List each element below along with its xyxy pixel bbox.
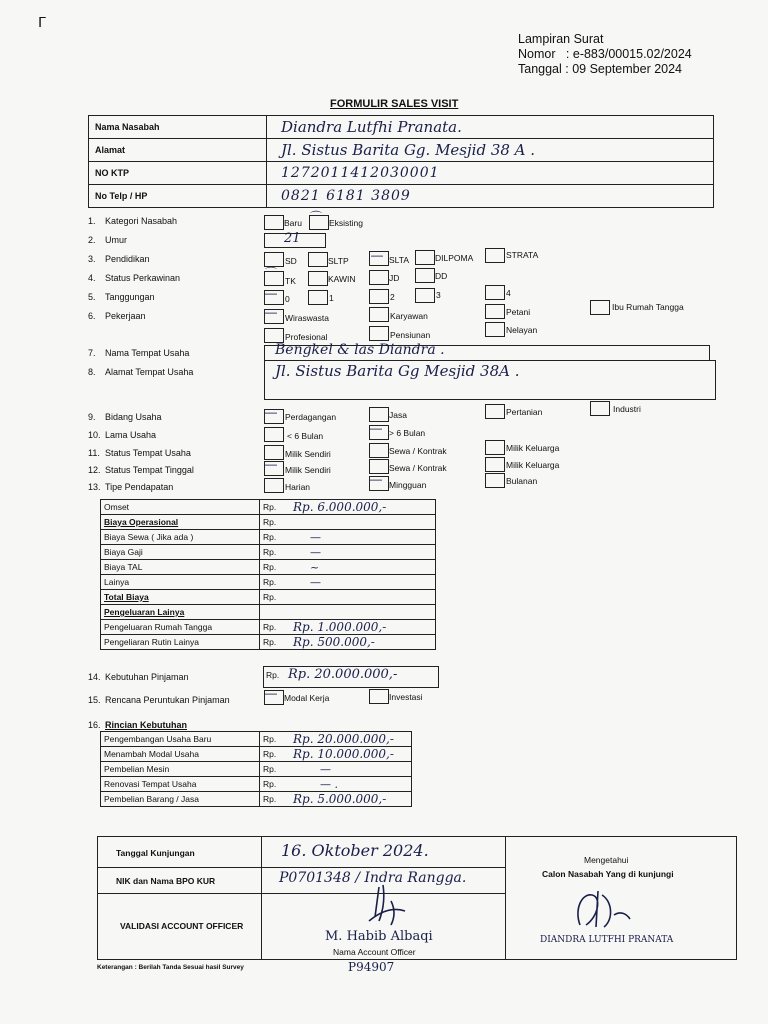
option-label: Milik Keluarga bbox=[506, 460, 560, 470]
question-row: 6. Pekerjaan bbox=[88, 311, 146, 321]
checkbox-sd[interactable] bbox=[264, 252, 284, 267]
finance-label: Omset bbox=[104, 502, 130, 512]
option-label: SLTA bbox=[389, 255, 409, 265]
rincian-label: Pembelian Barang / Jasa bbox=[104, 794, 199, 804]
option-label: SLTP bbox=[328, 256, 349, 266]
option-label: KAWIN bbox=[328, 274, 356, 284]
finance-label: Pengeluaran Rumah Tangga bbox=[104, 622, 213, 632]
checkbox-usaha-milik-keluarga[interactable] bbox=[485, 440, 505, 455]
option-label: > 6 Bulan bbox=[389, 428, 426, 438]
rincian-value: — bbox=[320, 762, 331, 776]
table-row: Pengembangan Usaha Baru Rp. Rp. 20.000.000,- bbox=[101, 732, 412, 747]
checkbox-dd[interactable] bbox=[415, 268, 435, 283]
question-row: 14. Kebutuhan Pinjaman bbox=[88, 672, 189, 682]
option-label: Pertanian bbox=[506, 407, 543, 417]
finance-table bbox=[100, 499, 436, 650]
checkbox-kurang-6-bulan[interactable] bbox=[264, 427, 284, 442]
finance-label: Biaya TAL bbox=[104, 562, 143, 572]
checkbox-bulanan[interactable] bbox=[485, 473, 505, 488]
option-label: Modal Kerja bbox=[284, 693, 330, 703]
finance-label: Total Biaya bbox=[104, 592, 149, 602]
option-label: Baru bbox=[284, 218, 302, 228]
header-line-1: Lampiran Surat bbox=[518, 32, 604, 46]
option-label: DILPOMA bbox=[435, 253, 474, 263]
tanggal-value: 16. Oktober 2024. bbox=[281, 841, 429, 860]
finance-value: Rp. 500.000,- bbox=[293, 635, 375, 649]
checkbox-petani[interactable] bbox=[485, 304, 505, 319]
identity-row bbox=[89, 116, 714, 139]
table-row: Pengeliaran Rutin Lainya Rp. Rp. 500.000,- bbox=[101, 635, 436, 650]
table-row: Biaya Operasional Rp. bbox=[101, 515, 436, 530]
checkbox-harian[interactable] bbox=[264, 478, 284, 493]
question-row: 12. Status Tempat Tinggal bbox=[88, 465, 194, 475]
rincian-table bbox=[100, 731, 412, 807]
option-label: DD bbox=[435, 271, 448, 281]
table-row: Biaya Gaji Rp. — bbox=[101, 545, 436, 560]
checkbox-jasa[interactable] bbox=[369, 407, 389, 422]
checkbox-nelayan[interactable] bbox=[485, 322, 505, 337]
finance-label: Biaya Operasional bbox=[104, 517, 179, 527]
checkbox-jd[interactable] bbox=[369, 270, 389, 285]
table-row: Biaya TAL Rp. ~ bbox=[101, 560, 436, 575]
checkbox-strata[interactable] bbox=[485, 248, 505, 263]
checkbox-tinggal-milik-keluarga[interactable] bbox=[485, 457, 505, 472]
check-mark-icon: — bbox=[370, 421, 382, 435]
option-label: Harian bbox=[285, 482, 311, 492]
checkbox-tanggungan-3[interactable] bbox=[415, 288, 435, 303]
identity-value: 1272011412030001 bbox=[281, 165, 440, 181]
option-label: Jasa bbox=[389, 410, 407, 420]
rincian-label: Renovasi Tempat Usaha bbox=[104, 779, 197, 789]
check-mark-icon: — bbox=[265, 457, 277, 471]
check-mark-icon: — bbox=[265, 286, 277, 300]
check-mark-icon: ⌒ bbox=[265, 266, 278, 280]
checkbox-tanggungan-2[interactable] bbox=[369, 289, 389, 304]
table-row: Biaya Sewa ( Jika ada ) Rp. — bbox=[101, 530, 436, 545]
rincian-label: Menambah Modal Usaha bbox=[104, 749, 199, 759]
rincian-label: Pembelian Mesin bbox=[104, 764, 170, 774]
finance-label: Biaya Sewa ( Jika ada ) bbox=[104, 532, 194, 542]
option-label: Perdagangan bbox=[285, 412, 337, 422]
option-label: JD bbox=[389, 273, 400, 283]
identity-label: Alamat bbox=[95, 145, 126, 155]
check-mark-icon: ⌒ bbox=[310, 210, 323, 224]
header-line-2: Nomor : e-883/00015.02/2024 bbox=[518, 47, 692, 61]
rincian-value: Rp. 10.000.000,- bbox=[293, 747, 394, 761]
option-label: SD bbox=[285, 256, 297, 266]
identity-row bbox=[89, 139, 714, 162]
identity-label: NO KTP bbox=[95, 168, 130, 178]
option-label: Mingguan bbox=[389, 480, 427, 490]
alamat-tempat-usaha-value: Jl. Sistus Barita Gg Mesjid 38A . bbox=[275, 362, 520, 380]
identity-table bbox=[88, 115, 714, 208]
mengetahui-label: Mengetahui bbox=[584, 855, 629, 865]
check-mark-icon: — bbox=[265, 686, 277, 700]
check-mark-icon: — bbox=[371, 248, 383, 262]
officer-id: P94907 bbox=[348, 960, 395, 974]
option-label: 4 bbox=[506, 288, 511, 298]
question-row: 2. Umur bbox=[88, 235, 127, 245]
option-label: Nelayan bbox=[506, 325, 538, 335]
finance-value: — bbox=[310, 575, 321, 589]
checkbox-kawin[interactable] bbox=[308, 271, 328, 286]
officer-signature-cell bbox=[261, 893, 506, 959]
question-row: 5. Tanggungan bbox=[88, 292, 155, 302]
option-label: Investasi bbox=[389, 692, 423, 702]
table-row: Menambah Modal Usaha Rp. Rp. 10.000.000,- bbox=[101, 747, 412, 762]
option-label: Bulanan bbox=[506, 476, 538, 486]
checkbox-pertanian[interactable] bbox=[485, 404, 505, 419]
finance-value: — bbox=[310, 545, 321, 559]
finance-value: ~ bbox=[310, 560, 320, 574]
option-label: Pensiunan bbox=[390, 330, 431, 340]
kebutuhan-pinjaman-value: Rp. 20.000.000,- bbox=[288, 667, 398, 682]
checkbox-karyawan[interactable] bbox=[369, 307, 389, 322]
option-label: Karyawan bbox=[390, 311, 428, 321]
option-label: Industri bbox=[613, 404, 641, 414]
identity-value: 0821 6181 3809 bbox=[281, 188, 411, 204]
identity-label: Nama Nasabah bbox=[95, 122, 160, 132]
checkbox-investasi[interactable] bbox=[369, 689, 389, 704]
option-label: < 6 Bulan bbox=[287, 431, 324, 441]
finance-label: Pengeliaran Rutin Lainya bbox=[104, 637, 199, 647]
table-row: Pengeluaran Rumah Tangga Rp. Rp. 1.000.000,- bbox=[101, 620, 436, 635]
form-title: FORMULIR SALES VISIT bbox=[330, 98, 459, 110]
finance-value: — bbox=[310, 530, 321, 544]
table-row: Renovasi Tempat Usaha Rp. — . bbox=[101, 777, 412, 792]
validasi-label-cell: VALIDASI ACCOUNT OFFICER bbox=[98, 893, 262, 959]
question-row: 15. Rencana Peruntukan Pinjaman bbox=[88, 695, 230, 705]
header-line-3: Tanggal : 09 September 2024 bbox=[518, 62, 683, 76]
checkbox-tanggungan-4[interactable] bbox=[485, 285, 505, 300]
option-label: Milik Sendiri bbox=[285, 449, 331, 459]
checkbox-usaha-sewa[interactable] bbox=[369, 443, 389, 458]
letter-header bbox=[518, 32, 692, 77]
question-row: 11. Status Tempat Usaha bbox=[88, 448, 191, 458]
checkbox-profesional[interactable] bbox=[264, 328, 284, 343]
tanggal-value-cell[interactable] bbox=[261, 837, 506, 868]
option-label: Profesional bbox=[285, 332, 328, 342]
rincian-value: — . bbox=[320, 777, 338, 791]
rincian-label: Pengembangan Usaha Baru bbox=[104, 734, 212, 744]
option-label: 1 bbox=[329, 293, 334, 303]
checkbox-sltp[interactable] bbox=[308, 252, 328, 267]
checkbox-pensiunan[interactable] bbox=[369, 326, 389, 341]
nik-label-cell: NIK dan Nama BPO KUR bbox=[98, 867, 262, 894]
nasabah-signature-icon bbox=[568, 885, 638, 935]
identity-label: No Telp / HP bbox=[95, 191, 148, 201]
question-row: 9. Bidang Usaha bbox=[88, 412, 162, 422]
question-row: 10. Lama Usaha bbox=[88, 430, 157, 440]
question-row: 13. Tipe Pendapatan bbox=[88, 482, 174, 492]
finance-label: Pengeluaran Lainya bbox=[104, 607, 185, 617]
calon-label: Calon Nasabah Yang di kunjungi bbox=[542, 869, 674, 879]
umur-value: 21 bbox=[284, 231, 301, 246]
nama-tempat-usaha-value: Bengkel & las Diandra . bbox=[275, 342, 445, 358]
finance-label: Biaya Gaji bbox=[104, 547, 143, 557]
check-mark-icon: — bbox=[265, 305, 277, 319]
table-row: Pembelian Barang / Jasa Rp. Rp. 5.000.000,- bbox=[101, 792, 412, 807]
option-label: STRATA bbox=[506, 250, 539, 260]
question-row: 8. Alamat Tempat Usaha bbox=[88, 367, 194, 377]
checkbox-tanggungan-1[interactable] bbox=[308, 290, 328, 305]
option-label: Sewa / Kontrak bbox=[389, 463, 447, 473]
option-label: TK bbox=[285, 276, 296, 286]
question-row: 4. Status Perkawinan bbox=[88, 273, 181, 283]
checkbox-baru[interactable] bbox=[264, 215, 284, 230]
question-row: 7. Nama Tempat Usaha bbox=[88, 348, 190, 358]
option-label: Sewa / Kontrak bbox=[389, 446, 447, 456]
check-mark-icon: — bbox=[370, 472, 382, 486]
finance-value: Rp. 1.000.000,- bbox=[293, 620, 387, 634]
table-row: Omset Rp. Rp. 6.000.000,- bbox=[101, 500, 436, 515]
nik-value: P0701348 / Indra Rangga. bbox=[279, 870, 467, 886]
option-label: Ibu Rumah Tangga bbox=[612, 302, 684, 312]
option-label: Wiraswasta bbox=[285, 313, 329, 323]
option-label: 3 bbox=[436, 290, 441, 300]
corner-mark: ᒥ bbox=[38, 14, 46, 30]
validation-block bbox=[97, 836, 737, 960]
identity-row bbox=[89, 185, 714, 208]
officer-caption: Nama Account Officer bbox=[333, 947, 416, 957]
question-row: 1. Kategori Nasabah bbox=[88, 216, 178, 226]
checkbox-industri[interactable] bbox=[590, 401, 610, 416]
option-label: 0 bbox=[285, 294, 290, 304]
checkbox-diploma[interactable] bbox=[415, 250, 435, 265]
question-row: 3. Pendidikan bbox=[88, 254, 150, 264]
check-mark-icon: — bbox=[265, 405, 277, 419]
question-row: 16. Rincian Kebutuhan bbox=[88, 720, 188, 730]
table-row: Pembelian Mesin Rp. — bbox=[101, 762, 412, 777]
option-label: Petani bbox=[506, 307, 531, 317]
rincian-value: Rp. 20.000.000,- bbox=[293, 732, 394, 746]
option-label: Milik Sendiri bbox=[285, 465, 331, 475]
option-label: Milik Keluarga bbox=[506, 443, 560, 453]
table-row bbox=[101, 605, 436, 620]
option-label: 2 bbox=[390, 292, 395, 302]
option-label: Eksisting bbox=[329, 218, 364, 228]
finance-label: Lainya bbox=[104, 577, 130, 587]
keterangan-note: Keterangan : Berilah Tanda Sesuai hasil Survey bbox=[97, 964, 244, 971]
table-row: Total Biaya Rp. bbox=[101, 590, 436, 605]
rincian-value: Rp. 5.000.000,- bbox=[293, 792, 387, 806]
officer-name: M. Habib Albaqi bbox=[325, 929, 433, 944]
finance-value: Rp. 6.000.000,- bbox=[293, 500, 387, 514]
checkbox-ibu-rumah-tangga[interactable] bbox=[590, 300, 610, 315]
table-row: Lainya Rp. — bbox=[101, 575, 436, 590]
nasabah-name: DIANDRA LUTFHI PRANATA bbox=[540, 935, 674, 945]
tanggal-label-cell: Tanggal Kunjungan bbox=[98, 837, 262, 868]
identity-value: Diandra Lutfhi Pranata. bbox=[281, 118, 462, 136]
identity-row bbox=[89, 162, 714, 185]
identity-value: Jl. Sistus Barita Gg. Mesjid 38 A . bbox=[281, 141, 536, 159]
